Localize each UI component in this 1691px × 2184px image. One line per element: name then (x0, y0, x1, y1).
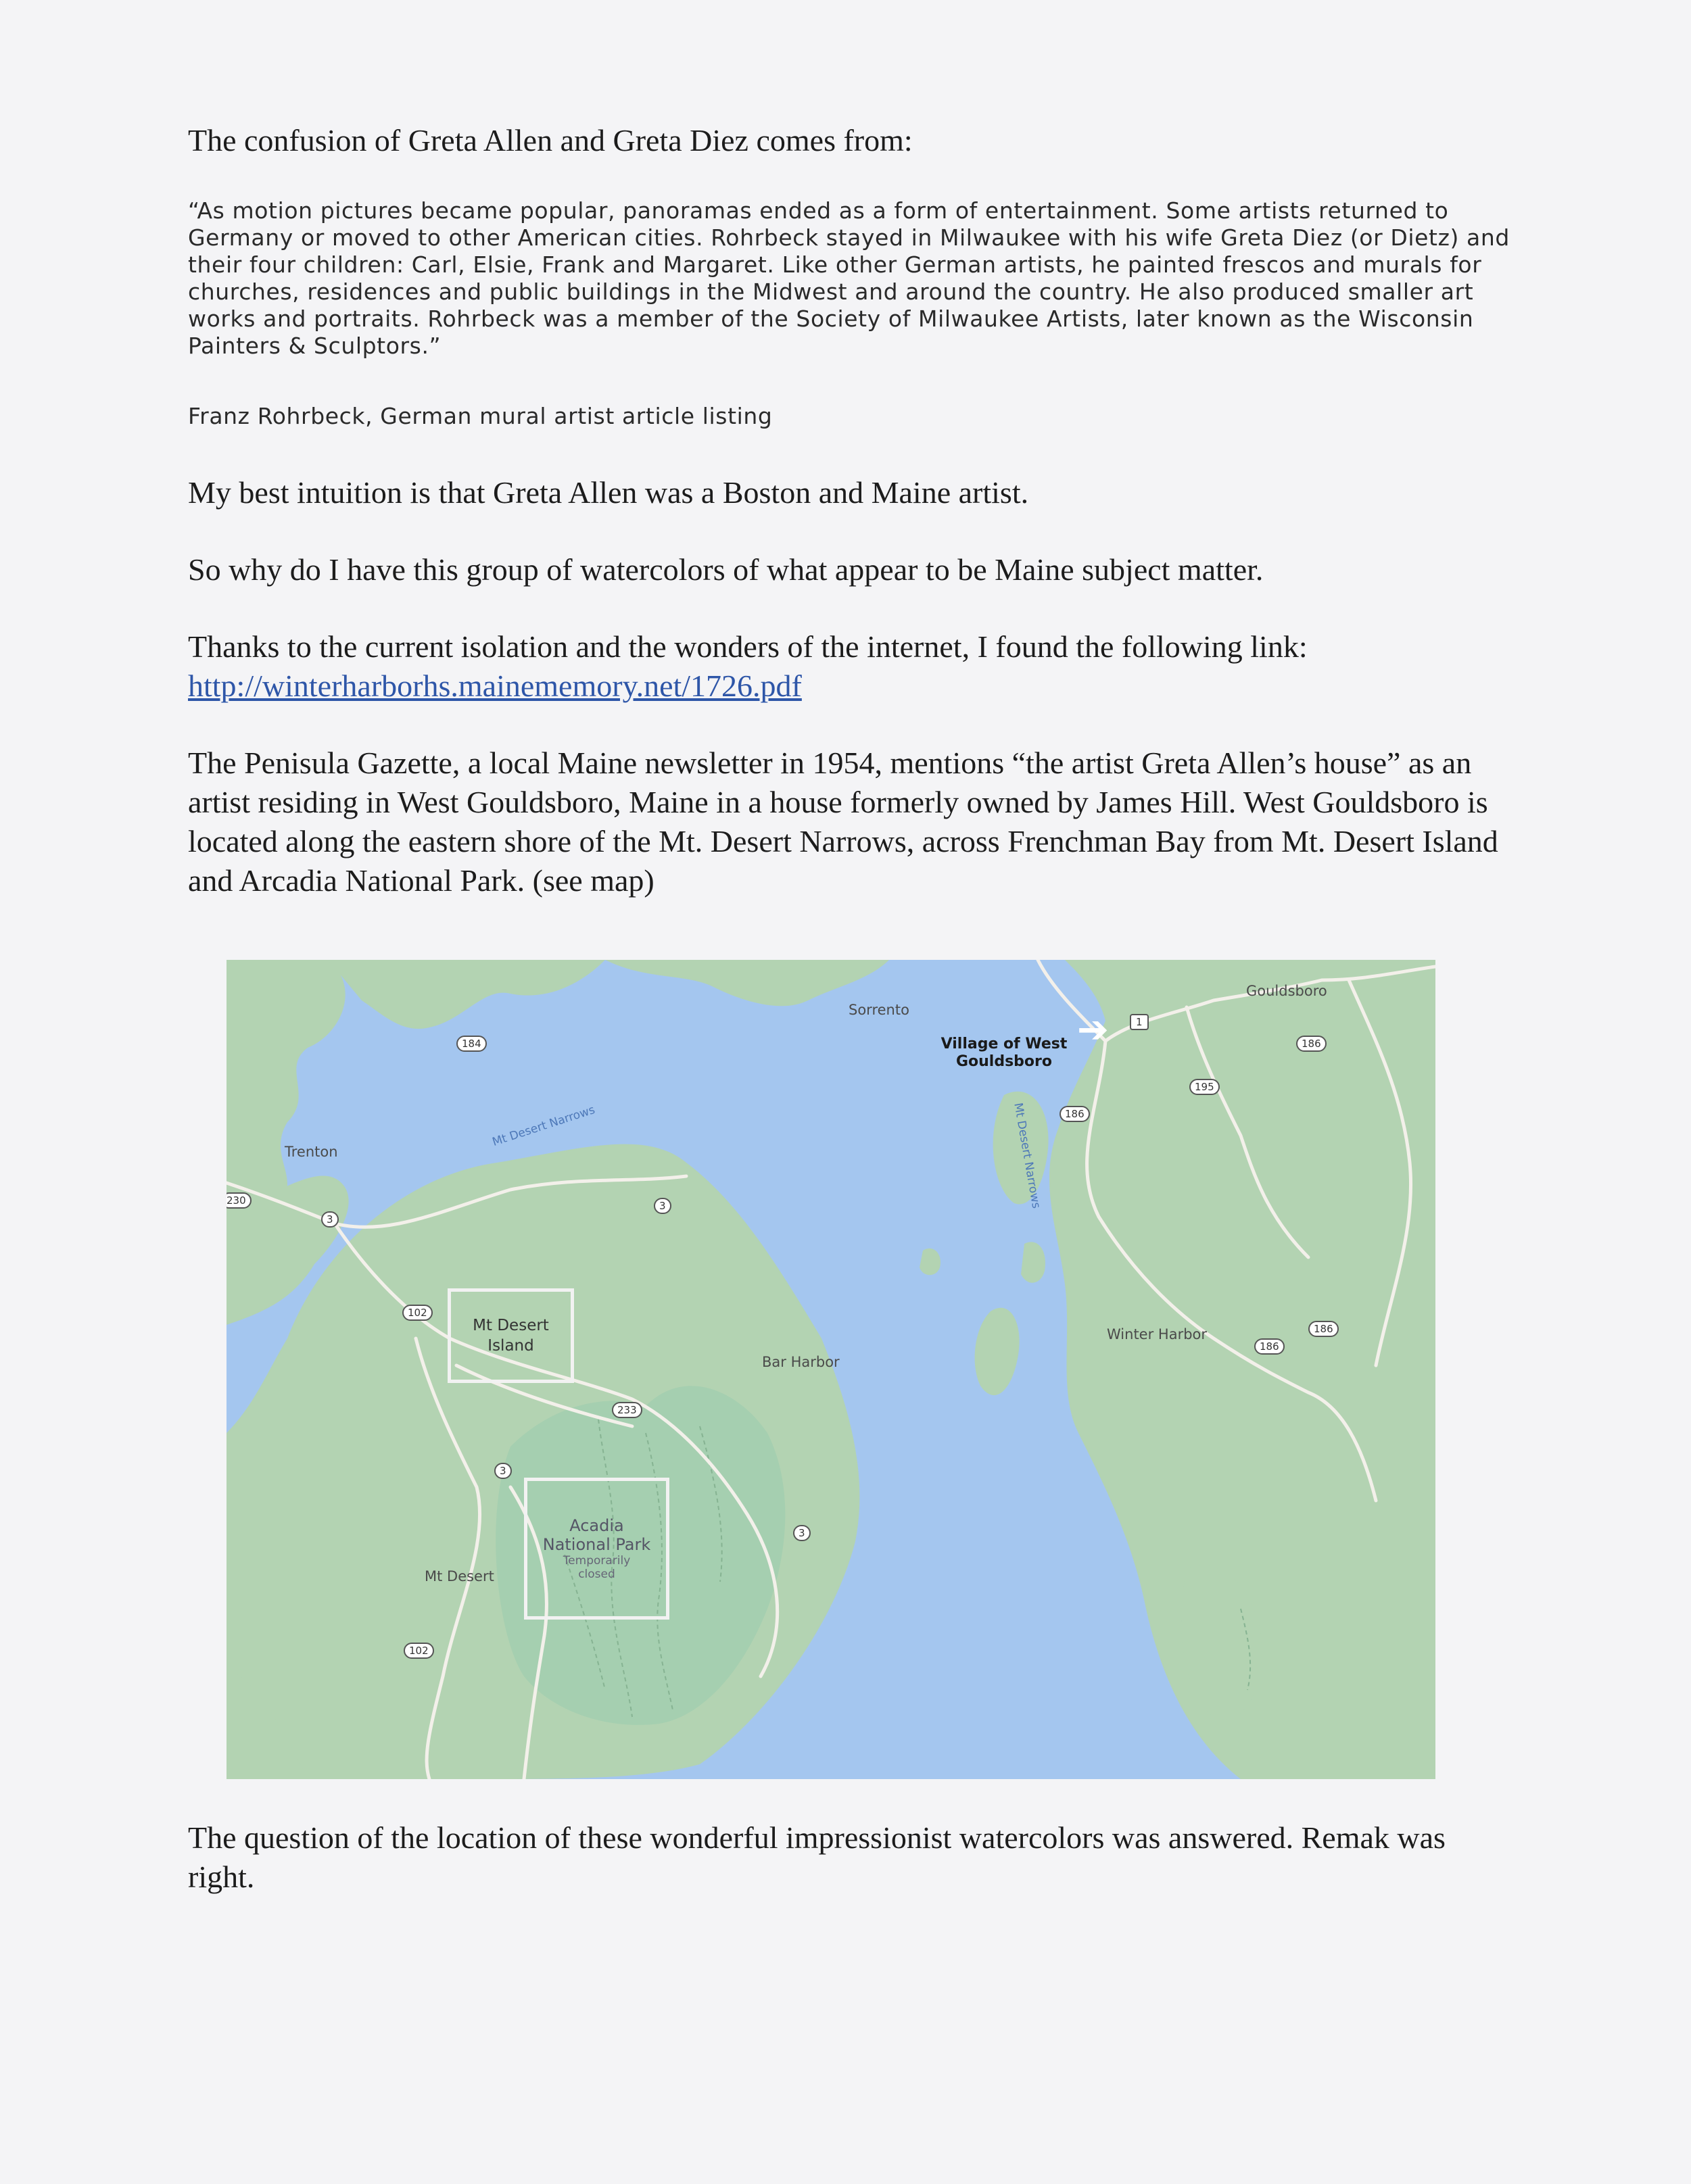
quoted-passage: “As motion pictures became popular, panoramas ended as a form of entertainment. Some artists returned to Germany or moved to other American cities. Rohrbeck stayed in Milwaukee with his wife Greta Diez (or Dietz) and their four children: Carl, Elsie, Frank and Margaret. Like other German artists, he painted frescos and murals for churches, residences and public buildings in the Midwest and around the country. He also produced smaller art works and portraits. Rohrbeck was a member of the Society of Milwaukee Artists, later known as the Wisconsin Painters & Sculptors.” (188, 197, 1510, 359)
label-winter-harbor: Winter Harbor (1107, 1326, 1208, 1342)
label-gouldsboro: Gouldsboro (1246, 983, 1327, 999)
label-bar-harbor: Bar Harbor (762, 1354, 840, 1370)
heading: The confusion of Greta Allen and Greta Diez comes from: (188, 123, 913, 157)
route-3-shield-east: 3 (793, 1525, 811, 1541)
route-3-shield-center: 3 (494, 1463, 512, 1479)
paragraph-conclusion: The question of the location of these wonderful impressionist watercolors was answered. Remak was right. (188, 1820, 1446, 1894)
arrow-icon: ➔ (1077, 1008, 1109, 1052)
route-1-shield: 1 (1130, 1014, 1149, 1030)
route-186-shield-narrows: 186 (1059, 1106, 1090, 1122)
acadia-park-note: Temporarily closed (563, 1554, 631, 1581)
label-mt-desert-narrows-vertical: Mt Desert Narrows (1011, 1102, 1043, 1210)
mt-desert-island-label: Mt Desert Island (473, 1317, 549, 1355)
bay-island-3 (920, 1248, 940, 1275)
route-3-shield-west: 3 (321, 1211, 339, 1228)
acadia-park-box (524, 1478, 669, 1620)
route-233-shield: 233 (612, 1402, 642, 1418)
route-186-shield-northeast: 186 (1296, 1036, 1327, 1052)
route-102-shield-north: 102 (402, 1305, 433, 1321)
label-mt-desert-narrows: Mt Desert Narrows (490, 1103, 597, 1149)
mt-desert-island-box (448, 1288, 574, 1383)
route-184-shield: 184 (456, 1036, 487, 1052)
paragraph-gazette: The Penisula Gazette, a local Maine newsletter in 1954, mentions “the artist Greta Allen’s house” as an artist residing in West Gouldsboro, Maine in a house formerly owned by James Hill. West Gouldsboro is located along the eastern shore of the Mt. Desert Narrows, across Frenchman Bay from Mt. Desert Island and Arcadia National Park. (see map) (188, 746, 1498, 898)
bay-island-2 (1021, 1242, 1045, 1282)
label-village-west-gouldsboro: Village of West Gouldsboro (940, 1036, 1068, 1070)
memory-link[interactable]: http://winterharborhs.mainememory.net/1726.pdf (188, 669, 802, 703)
route-195-shield: 195 (1189, 1079, 1220, 1095)
map-image (227, 960, 1435, 1779)
label-sorrento: Sorrento (849, 1002, 909, 1018)
label-mt-desert: Mt Desert (425, 1568, 494, 1584)
bay-island-1 (975, 1308, 1020, 1395)
route-186-shield-east: 186 (1308, 1321, 1339, 1337)
acadia-park-label: Acadia National Park (542, 1516, 651, 1554)
route-186-shield-winter-harbor: 186 (1254, 1338, 1285, 1355)
route-3-shield-north: 3 (654, 1198, 671, 1214)
route-230-shield: 230 (227, 1192, 252, 1209)
citation: Franz Rohrbeck, German mural artist article listing (188, 403, 773, 429)
route-102-shield-south: 102 (404, 1643, 434, 1659)
paragraph-question: So why do I have this group of watercolors of what appear to be Maine subject matter. (188, 552, 1264, 587)
north-bay-land (605, 960, 889, 1006)
paragraph-link-intro (188, 627, 1513, 706)
link-intro-text: Thanks to the current isolation and the wonders of the internet, I found the following link: (188, 629, 1308, 664)
paragraph-intuition: My best intuition is that Greta Allen was a Boston and Maine artist. (188, 475, 1029, 510)
northwest-shore (328, 960, 605, 1029)
label-trenton: Trenton (285, 1144, 338, 1160)
